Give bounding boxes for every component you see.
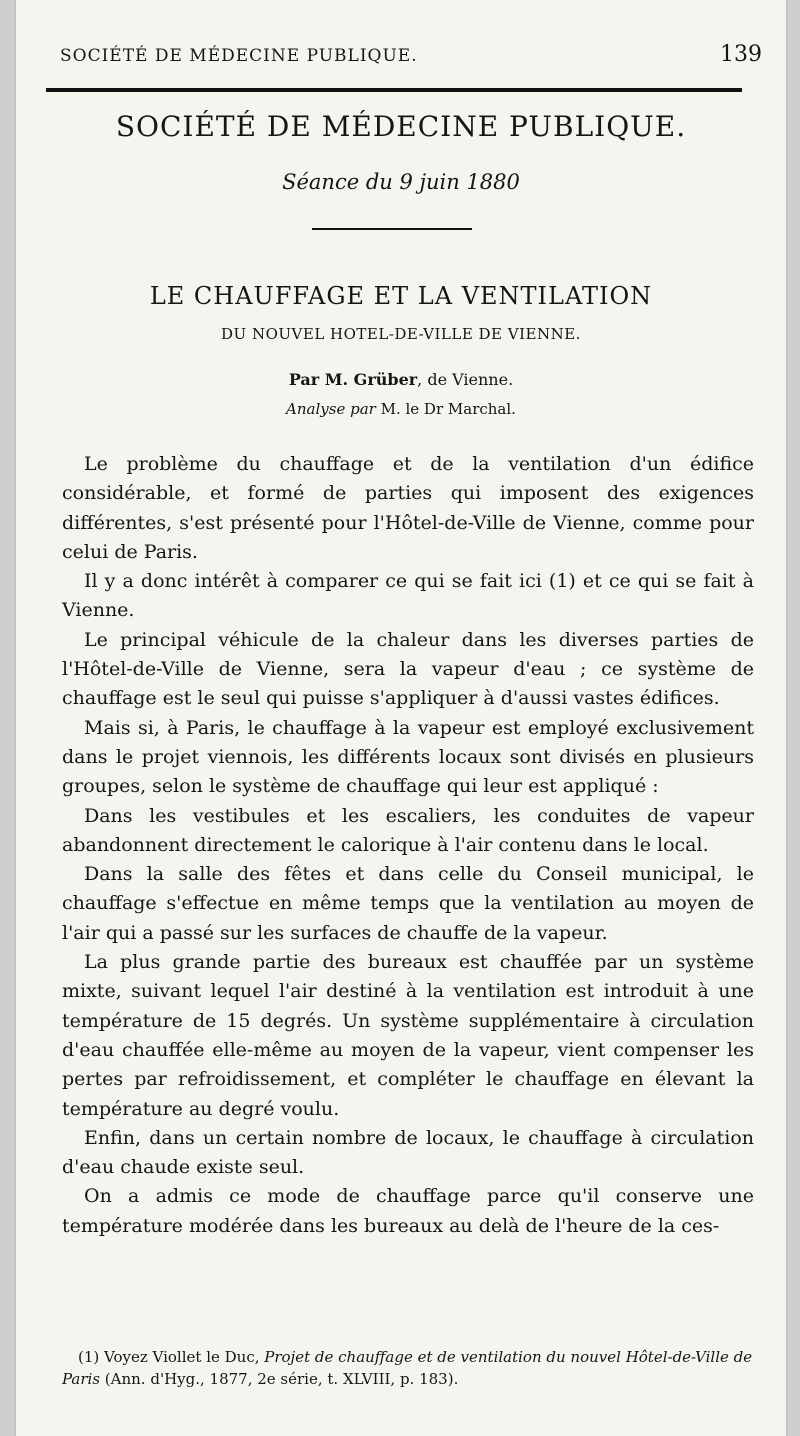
header-rule xyxy=(46,88,742,92)
paragraph: Dans la salle des fêtes et dans celle du Conseil municipal, le chauffage s'effectue en même temps que la ventilation au moyen de l'air qui a passé sur les surfaces de chauffe de la vapeur. xyxy=(62,863,754,944)
footnote-reference: (Ann. d'Hyg., 1877, 2e série, t. XLVIII, p. 183). xyxy=(100,1370,459,1388)
section-divider xyxy=(312,228,472,230)
paragraph: Mais si, à Paris, le chauffage à la vapeur est employé exclusivement dans le projet viennois, les différents locaux sont divisés en plusieurs groupes, selon le système de chauffage qui leur est appliqué : xyxy=(62,716,754,798)
author-line xyxy=(16,370,786,389)
paragraph: Le principal véhicule de la chaleur dans les diverses parties de l'Hôtel-de-Ville de Vienne, sera la vapeur d'eau ; ce système de chauffage est le seul qui puisse s'appliquer à d'aussi vastes édifices. xyxy=(62,628,754,710)
paragraph: Il y a donc intérêt à comparer ce qui se fait ici (1) et ce qui se fait à Vienne. xyxy=(62,570,754,622)
page-number: 139 xyxy=(720,42,762,67)
paragraph: Enfin, dans un certain nombre de locaux, le chauffage à circulation d'eau chaude existe seul. xyxy=(62,1126,754,1179)
seance-date: Séance du 9 juin 1880 xyxy=(282,170,520,194)
article-body xyxy=(62,450,754,1241)
article-subtitle: DU NOUVEL HOTEL-DE-VILLE DE VIENNE. xyxy=(221,325,581,343)
analyse-label: Analyse par xyxy=(286,400,376,418)
running-title: SOCIÉTÉ DE MÉDECINE PUBLIQUE. xyxy=(60,46,418,66)
page xyxy=(16,0,786,1436)
analyse-line xyxy=(16,400,786,418)
footnote-work: Projet de chauffage et de ventilation du nouvel Hôtel-de-Ville de Paris xyxy=(62,1348,753,1388)
author-name: Par M. Grüber xyxy=(288,370,418,389)
running-header xyxy=(60,42,762,67)
footnote xyxy=(62,1346,762,1390)
paragraph: Dans les vestibules et les escaliers, les conduites de vapeur abandonnent directement le calorique à l'air contenu dans le local. xyxy=(62,804,754,856)
article-title: LE CHAUFFAGE ET LA VENTILATION xyxy=(149,282,653,310)
author-origin: , de Vienne. xyxy=(417,370,514,389)
paragraph: Le problème du chauffage et de la ventilation d'un édifice considérable, et formé de parties qui imposent des exigences différentes, s'est présenté pour l'Hôtel-de-Ville de Vienne, comme pour celui de Paris. xyxy=(62,453,754,563)
society-heading: SOCIÉTÉ DE MÉDECINE PUBLIQUE. xyxy=(115,110,687,143)
analyse-name: M. le Dr Marchal. xyxy=(380,400,516,418)
footnote-prefix: (1) Voyez Viollet le Duc, xyxy=(78,1348,265,1366)
paragraph: La plus grande partie des bureaux est chauffée par un système mixte, suivant lequel l'air destiné à la ventilation est introduit à une température de 15 degrés. Un système supplémentaire à circulation d'eau chauffée elle-même au moyen de la vapeur, vient compenser les pertes par refroidissement, et compléter le chauffage en élevant la température au degré voulu. xyxy=(62,951,754,1120)
paragraph: On a admis ce mode de chauffage parce qu'il conserve une température modérée dans les bureaux au delà de l'heure de la ces- xyxy=(62,1185,754,1237)
